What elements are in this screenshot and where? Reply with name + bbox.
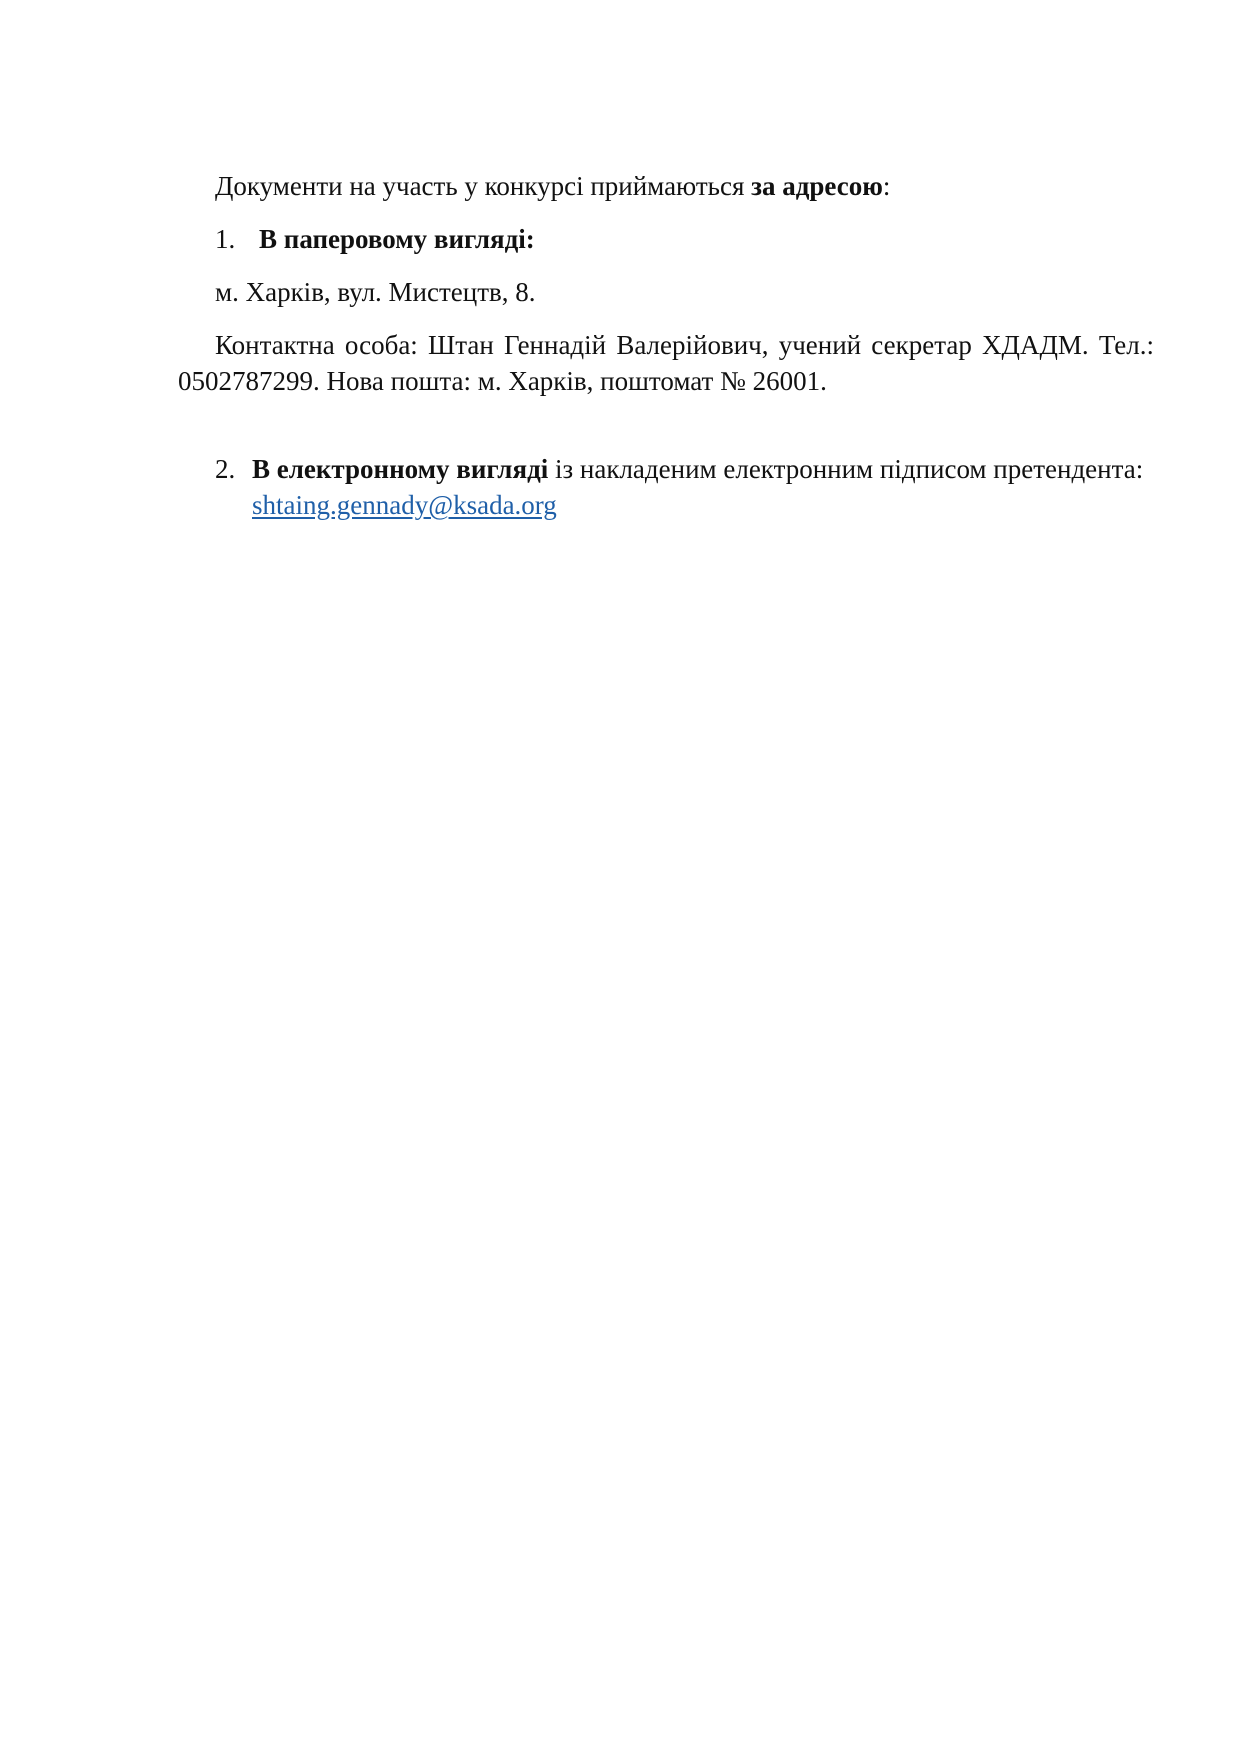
list-item-electronic (215, 451, 1154, 523)
document-content (178, 168, 1154, 523)
address-paragraph: м. Харків, вул. Мистецтв, 8. (215, 277, 536, 307)
electronic-form-text: із накладеним електронним підписом претендента: (548, 454, 1144, 484)
list-number-1: 1. (215, 224, 236, 254)
electronic-form-body (252, 454, 1143, 484)
intro-suffix: : (882, 171, 891, 201)
email-link[interactable]: shtaing.gennady@ksada.org (252, 490, 557, 520)
intro-paragraph (178, 168, 1154, 204)
intro-text: Документи на участь у конкурсі приймаються (215, 171, 752, 201)
list-item-paper (178, 221, 1154, 257)
intro-bold-text: за адресою (751, 171, 883, 201)
paper-form-label: В паперовому вигляді: (259, 224, 535, 254)
list-number-2: 2. (215, 454, 236, 484)
contact-paragraph: Контактна особа: Штан Геннадій Валерійович, учений секретар ХДАДМ. Тел.: 0502787299. Нова пошта: м. Харків, поштомат № 26001. (178, 330, 1154, 396)
electronic-form-label: В електронному вигляді (252, 454, 549, 484)
